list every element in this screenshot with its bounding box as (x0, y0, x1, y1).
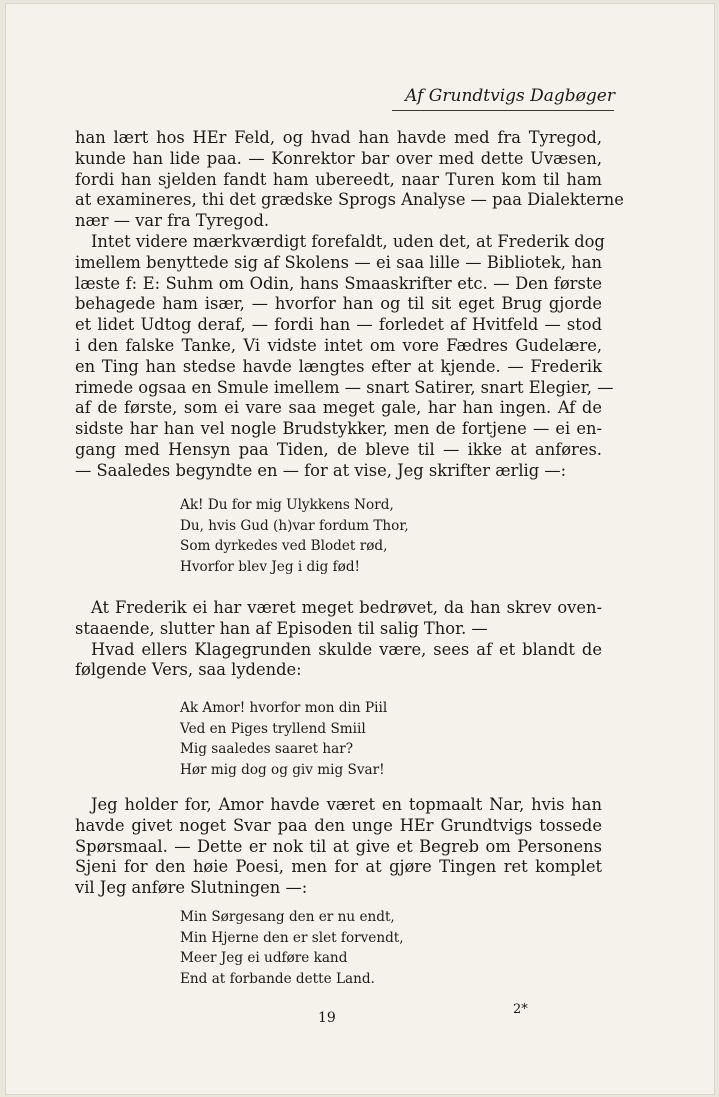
verse-3 (180, 907, 404, 989)
verse-line: Du, hvis Gud (h)var fordum Thor, (180, 517, 409, 534)
verse-line: Hør mig dog og giv mig Svar! (180, 761, 385, 778)
text-line: sidste har han vel nogle Brudstykker, men de fortjene — ei en- (75, 419, 602, 439)
verse-line: Ak! Du for mig Ulykkens Nord, (180, 497, 394, 513)
text-line: havde givet noget Svar paa den unge HEr Grundtvigs tossede (75, 815, 602, 835)
text-line: Hvad ellers Klagegrunden skulde være, sees af et blandt de (91, 639, 602, 659)
text-line: i den falske Tanke, Vi vidste intet om vore Fædres Gudelære, (75, 335, 602, 355)
text-line: kunde han lide paa. — Konrektor bar over med dette Uvæsen, (75, 148, 602, 168)
verse-line: Som dyrkedes ved Blodet rød, (180, 538, 388, 555)
text-line: At Frederik ei har været meget bedrøvet, da han skrev oven- (91, 598, 602, 617)
verse-2 (180, 698, 387, 780)
verse-line: Min Hjerne den er slet forvendt, (180, 929, 404, 946)
text-line: af de første, som ei vare saa meget gale, har han ingen. Af de (75, 398, 602, 418)
page-number: 19 (318, 1010, 336, 1026)
text-line: — Saaledes begyndte en — for at vise, Jeg skrifter ærlig —: (75, 460, 567, 480)
text-line: staaende, slutter han af Episoden til salig Thor. — (75, 618, 488, 638)
text-line: vil Jeg anføre Slutningen —: (75, 878, 308, 898)
signature-mark: 2* (513, 1002, 528, 1017)
text-line: læste f: E: Suhm om Odin, hans Smaaskrifter etc. — Den første (75, 273, 602, 293)
text-line: Sjeni for den høie Poesi, men for at gjøre Tingen ret komplet (75, 857, 602, 877)
text-line: behagede ham især, — hvorfor han og til sit eget Brug gjorde (75, 294, 602, 314)
text-line: gang med Hensyn paa Tiden, de bleve til — ikke at anføres. (75, 439, 602, 459)
text-line: Spørsmaal. — Dette er nok til at give et Begreb om Personens (75, 836, 602, 856)
text-line: fordi han sjelden fandt ham ubereedt, naar Turen kom til ham (75, 169, 602, 189)
text-line: Intet videre mærkværdigt forefaldt, uden det, at Frederik dog (91, 231, 605, 251)
text-line: et lidet Udtog deraf, — fordi han — forledet af Hvitfeld — stod (75, 315, 602, 335)
paragraph-2 (75, 598, 602, 681)
verse-line: Min Sørgesang den er nu endt, (180, 909, 395, 925)
text-line: følgende Vers, saa lydende: (75, 660, 302, 680)
text-line: at examineres, thi det grædske Sprogs Analyse — paa Dialekterne (75, 190, 624, 210)
text-line: nær — var fra Tyregod. (75, 211, 270, 231)
text-line: Jeg holder for, Amor havde været en topmaalt Nar, hvis han (91, 795, 602, 814)
verse-line: Ak Amor! hvorfor mon din Piil (180, 700, 388, 716)
verse-line: Ved en Piges tryllend Smiil (180, 720, 366, 737)
text-line: imellem benyttede sig af Skolens — ei saa lille — Bibliotek, han (75, 252, 602, 272)
running-header: Af Grundtvigs Dagbøger (405, 86, 615, 106)
text-line: rimede ogsaa en Smule imellem — snart Satirer, snart Elegier, — (75, 377, 614, 397)
verse-line: Hvorfor blev Jeg i dig fød! (180, 558, 360, 575)
verse-line: End at forbande dette Land. (180, 970, 375, 987)
header-rule (392, 110, 614, 111)
verse-1 (180, 495, 409, 577)
verse-line: Meer Jeg ei udføre kand (180, 950, 348, 967)
text-line: en Ting han stedse havde længtes efter at kjende. — Frederik (75, 356, 602, 376)
verse-line: Mig saaledes saaret har? (180, 741, 354, 758)
text-line: han lært hos HEr Feld, og hvad han havde med fra Tyregod, (75, 128, 602, 147)
paragraph-3 (75, 795, 602, 899)
paragraph-1 (75, 128, 624, 482)
